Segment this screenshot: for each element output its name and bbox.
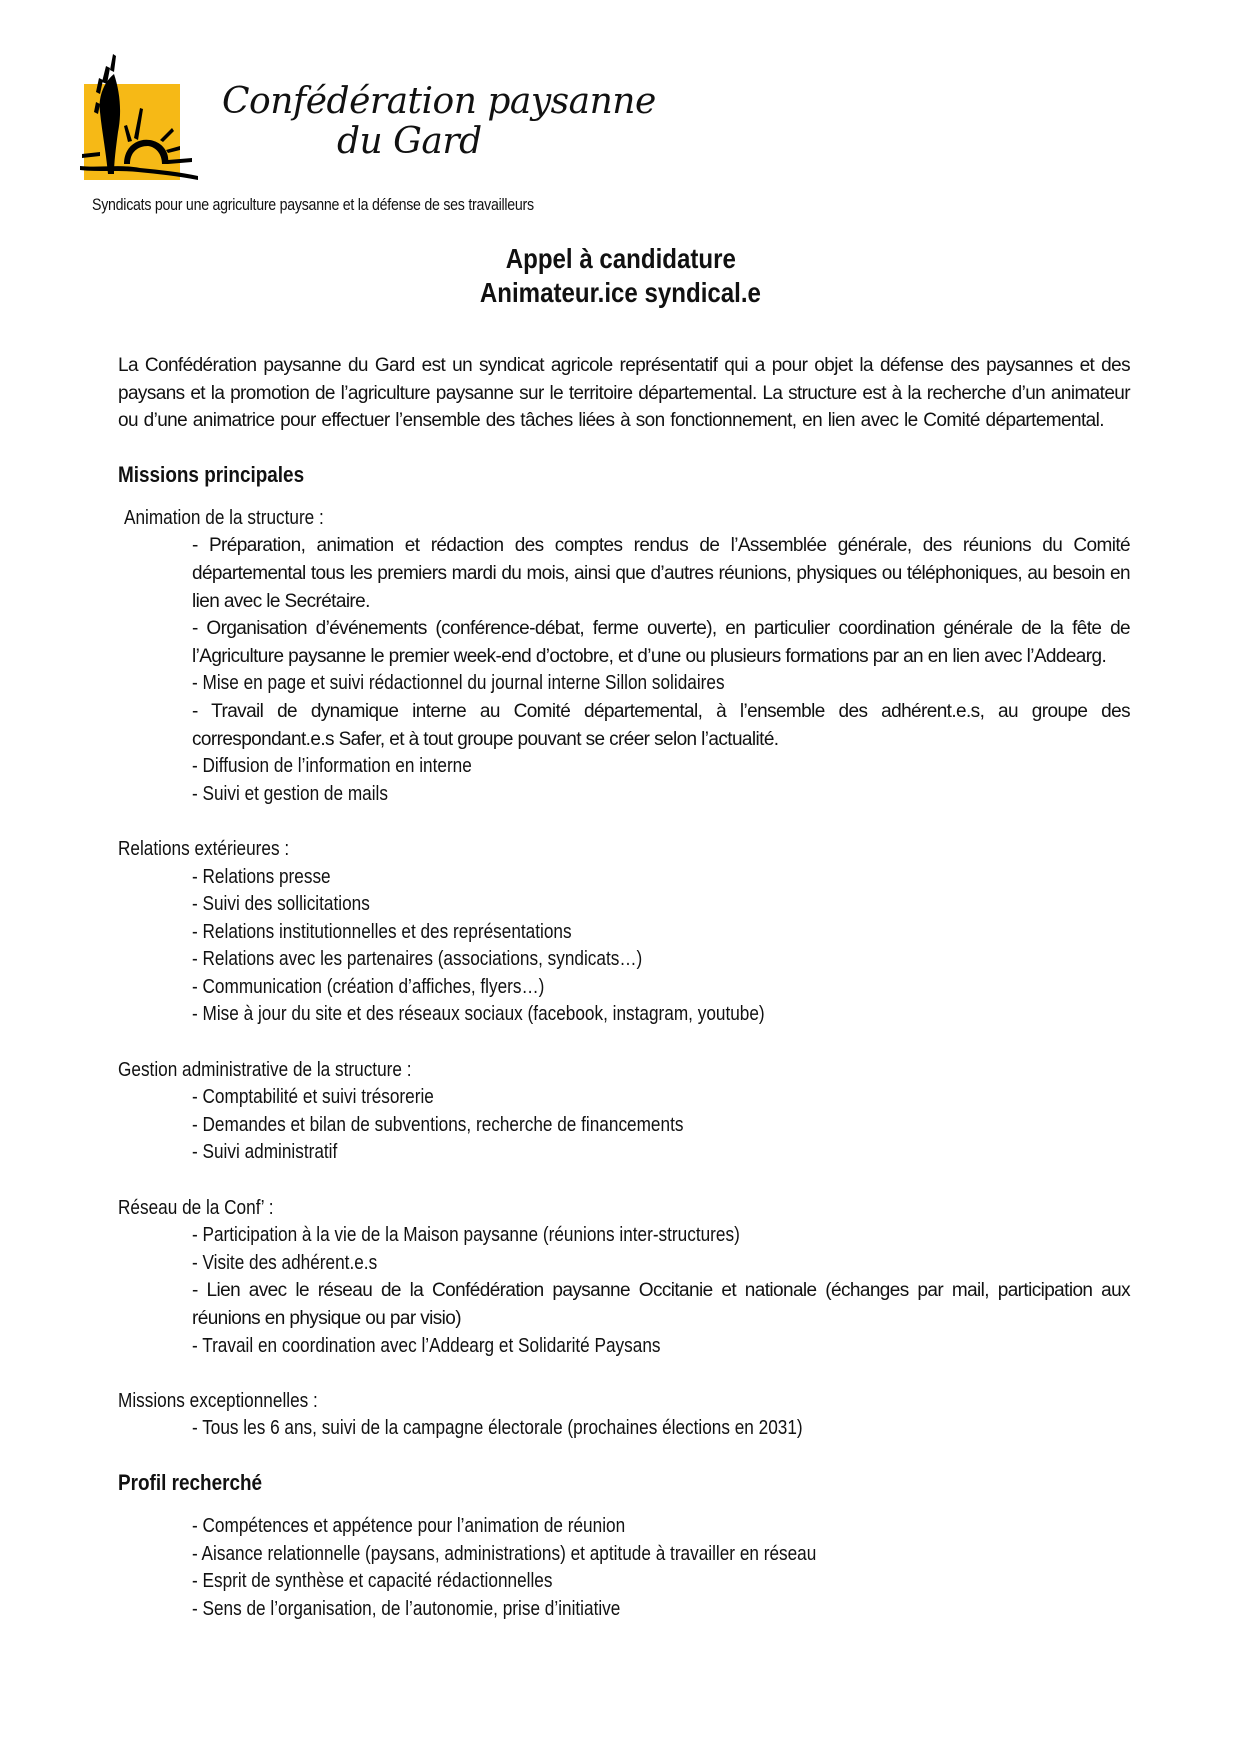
list-item: - Participation à la vie de la Maison paysanne (réunions inter-structures) <box>192 1224 740 1247</box>
document-title <box>0 242 1241 310</box>
group-label: Réseau de la Conf’ : <box>118 1196 274 1219</box>
group-label: Relations extérieures : <box>118 837 290 860</box>
list-item: - Tous les 6 ans, suivi de la campagne électorale (prochaines élections en 2031) <box>192 1417 803 1440</box>
list-item: - Visite des adhérent.e.s <box>192 1251 378 1274</box>
title-line1: Appel à candidature <box>505 243 736 274</box>
missions-heading: Missions principales <box>118 461 305 487</box>
list-item: - Organisation d’événements (conférence-débat, ferme ouverte), en particulier coordination générale de la fête de l’Agriculture paysanne le premier week-end d’octobre, et d’une ou plusieurs formations par an en lien avec l’Addearg. <box>192 618 1130 667</box>
list-item: - Mise à jour du site et des réseaux sociaux (facebook, instagram, youtube) <box>192 1003 765 1026</box>
mission-group-relations <box>118 836 1130 1029</box>
list-item: - Aisance relationnelle (paysans, administrations) et aptitude à travailler en réseau <box>192 1542 817 1565</box>
mission-group-exceptional <box>118 1388 1130 1443</box>
list-item: - Suivi administratif <box>192 1141 338 1164</box>
list-item: - Suivi des sollicitations <box>192 893 370 916</box>
organization-name-line2: du Gard <box>337 121 482 162</box>
mission-group-administration <box>118 1057 1130 1167</box>
profile-list <box>118 1513 1130 1623</box>
list-item: - Lien avec le réseau de la Confédération paysanne Occitanie et nationale (échanges par mail, participation aux réunions en physique ou par visio) <box>192 1280 1130 1329</box>
organization-tagline: Syndicats pour une agriculture paysanne et la défense de ses travailleurs <box>92 196 534 214</box>
list-item: - Préparation, animation et rédaction des comptes rendus de l’Assemblée générale, des réunions du Comité départemental tous les premiers mardi du mois, ainsi que d’autres réunions, physiques ou téléphoniques, au besoin en lien avec le Secrétaire. <box>192 535 1130 612</box>
list-item: - Travail en coordination avec l’Addearg et Solidarité Paysans <box>192 1334 661 1357</box>
list-item: - Relations avec les partenaires (associations, syndicats…) <box>192 948 643 971</box>
group-label: Missions exceptionnelles : <box>118 1389 318 1412</box>
wheat-sun-logo-icon <box>80 52 200 182</box>
organization-name <box>222 82 656 162</box>
document-body <box>118 352 1130 1623</box>
list-item: - Esprit de synthèse et capacité rédactionnelles <box>192 1570 553 1593</box>
list-item: - Comptabilité et suivi trésorerie <box>192 1086 434 1109</box>
list-item: - Sens de l’organisation, de l’autonomie, prise d’initiative <box>192 1597 621 1620</box>
list-item: - Demandes et bilan de subventions, recherche de financements <box>192 1113 684 1136</box>
mission-group-animation <box>118 505 1130 809</box>
intro-paragraph: La Confédération paysanne du Gard est un syndicat agricole représentatif qui a pour objet la défense des paysannes et des paysans et la promotion de l’agriculture paysanne sur le territoire départemental. La structure est à la recherche d’un animateur ou d’une animatrice pour effectuer l’ensemble des tâches liées à son fonctionnement, en lien avec le Comité départemental. <box>118 355 1130 432</box>
list-item: - Suivi et gestion de mails <box>192 782 388 805</box>
list-item: - Communication (création d’affiches, flyers…) <box>192 975 545 998</box>
mission-group-network <box>118 1195 1130 1361</box>
profile-heading: Profil recherché <box>118 1469 263 1495</box>
group-label: Animation de la structure : <box>124 506 324 529</box>
group-label: Gestion administrative de la structure : <box>118 1058 412 1081</box>
organization-logo <box>80 52 200 182</box>
list-item: - Compétences et appétence pour l’animation de réunion <box>192 1514 626 1537</box>
organization-name-line1: Confédération paysanne <box>222 81 656 122</box>
list-item: - Relations institutionnelles et des représentations <box>192 920 572 943</box>
list-item: - Diffusion de l’information en interne <box>192 755 472 778</box>
list-item: - Relations presse <box>192 865 331 888</box>
list-item: - Mise en page et suivi rédactionnel du journal interne Sillon solidaires <box>192 672 725 695</box>
title-line2: Animateur.ice syndical.e <box>479 277 762 308</box>
list-item: - Travail de dynamique interne au Comité départemental, à l’ensemble des adhérent.e.s, au groupe des correspondant.e.s Safer, et à tout groupe pouvant se créer selon l’actualité. <box>192 700 1130 750</box>
